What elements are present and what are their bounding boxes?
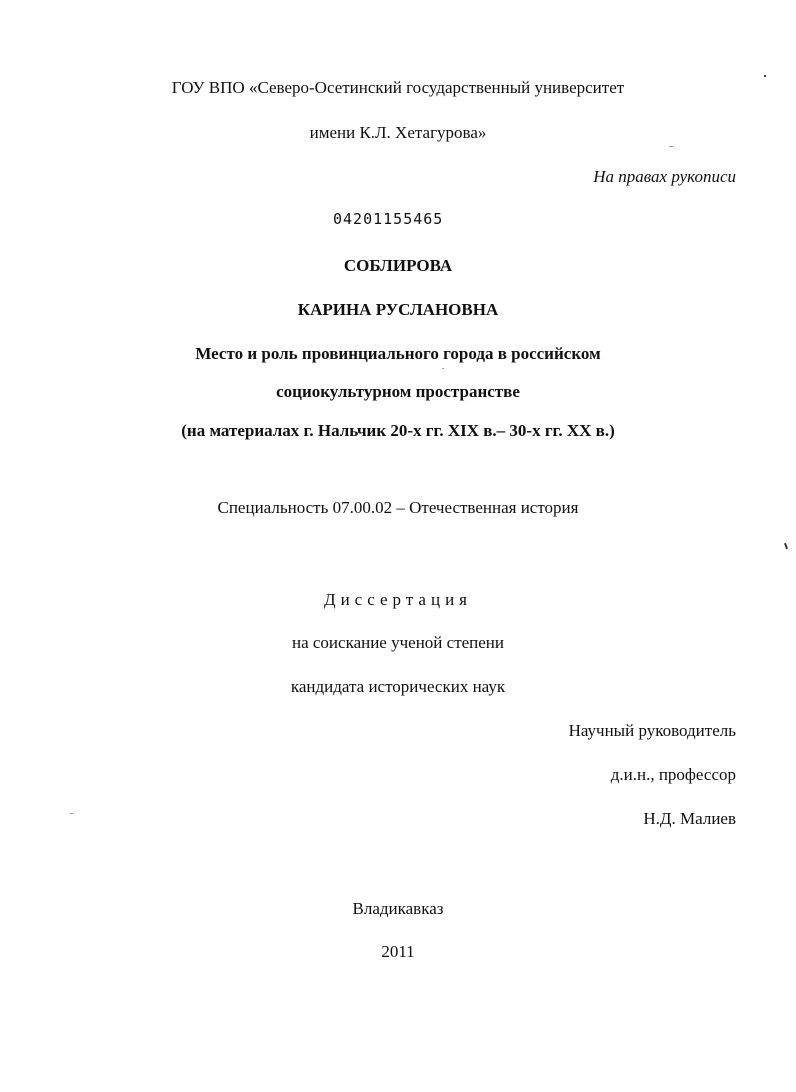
supervisor-title: д.и.н., профессор: [610, 765, 736, 784]
title-line-2: социокультурном пространстве: [276, 382, 520, 401]
supervisor-role: Научный руководитель: [568, 721, 736, 740]
registration-number: 04201155465: [333, 210, 444, 228]
footer-year: 2011: [381, 942, 415, 961]
scan-speck: [669, 146, 673, 147]
institution-line-1: ГОУ ВПО «Северо-Осетинский государственный университет: [171, 78, 625, 97]
specialty-line: Специальность 07.00.02 – Отечественная история: [217, 498, 579, 517]
scan-speck: [442, 368, 444, 369]
scan-speck: [764, 75, 766, 77]
supervisor-name: Н.Д. Малиев: [643, 809, 736, 828]
title-line-3: (на материалах г. Нальчик 20-х гг. XIX в.– 30-х гг. XX в.): [181, 421, 615, 440]
manuscript-rights-label: На правах рукописи: [593, 167, 736, 186]
title-line-1: Место и роль провинциального города в российском: [195, 344, 601, 363]
scan-speck: [784, 543, 788, 549]
author-surname: СОБЛИРОВА: [343, 256, 453, 275]
footer-city: Владикавказ: [352, 899, 444, 918]
author-given-names: КАРИНА РУСЛАНОВНА: [297, 300, 499, 319]
degree-type: Диссертация: [323, 590, 472, 609]
degree-line-1: на соискание ученой степени: [291, 633, 505, 652]
scan-speck: [70, 813, 73, 814]
institution-line-2: имени К.Л. Хетагурова»: [309, 123, 487, 142]
degree-line-2: кандидата исторических наук: [290, 677, 506, 696]
